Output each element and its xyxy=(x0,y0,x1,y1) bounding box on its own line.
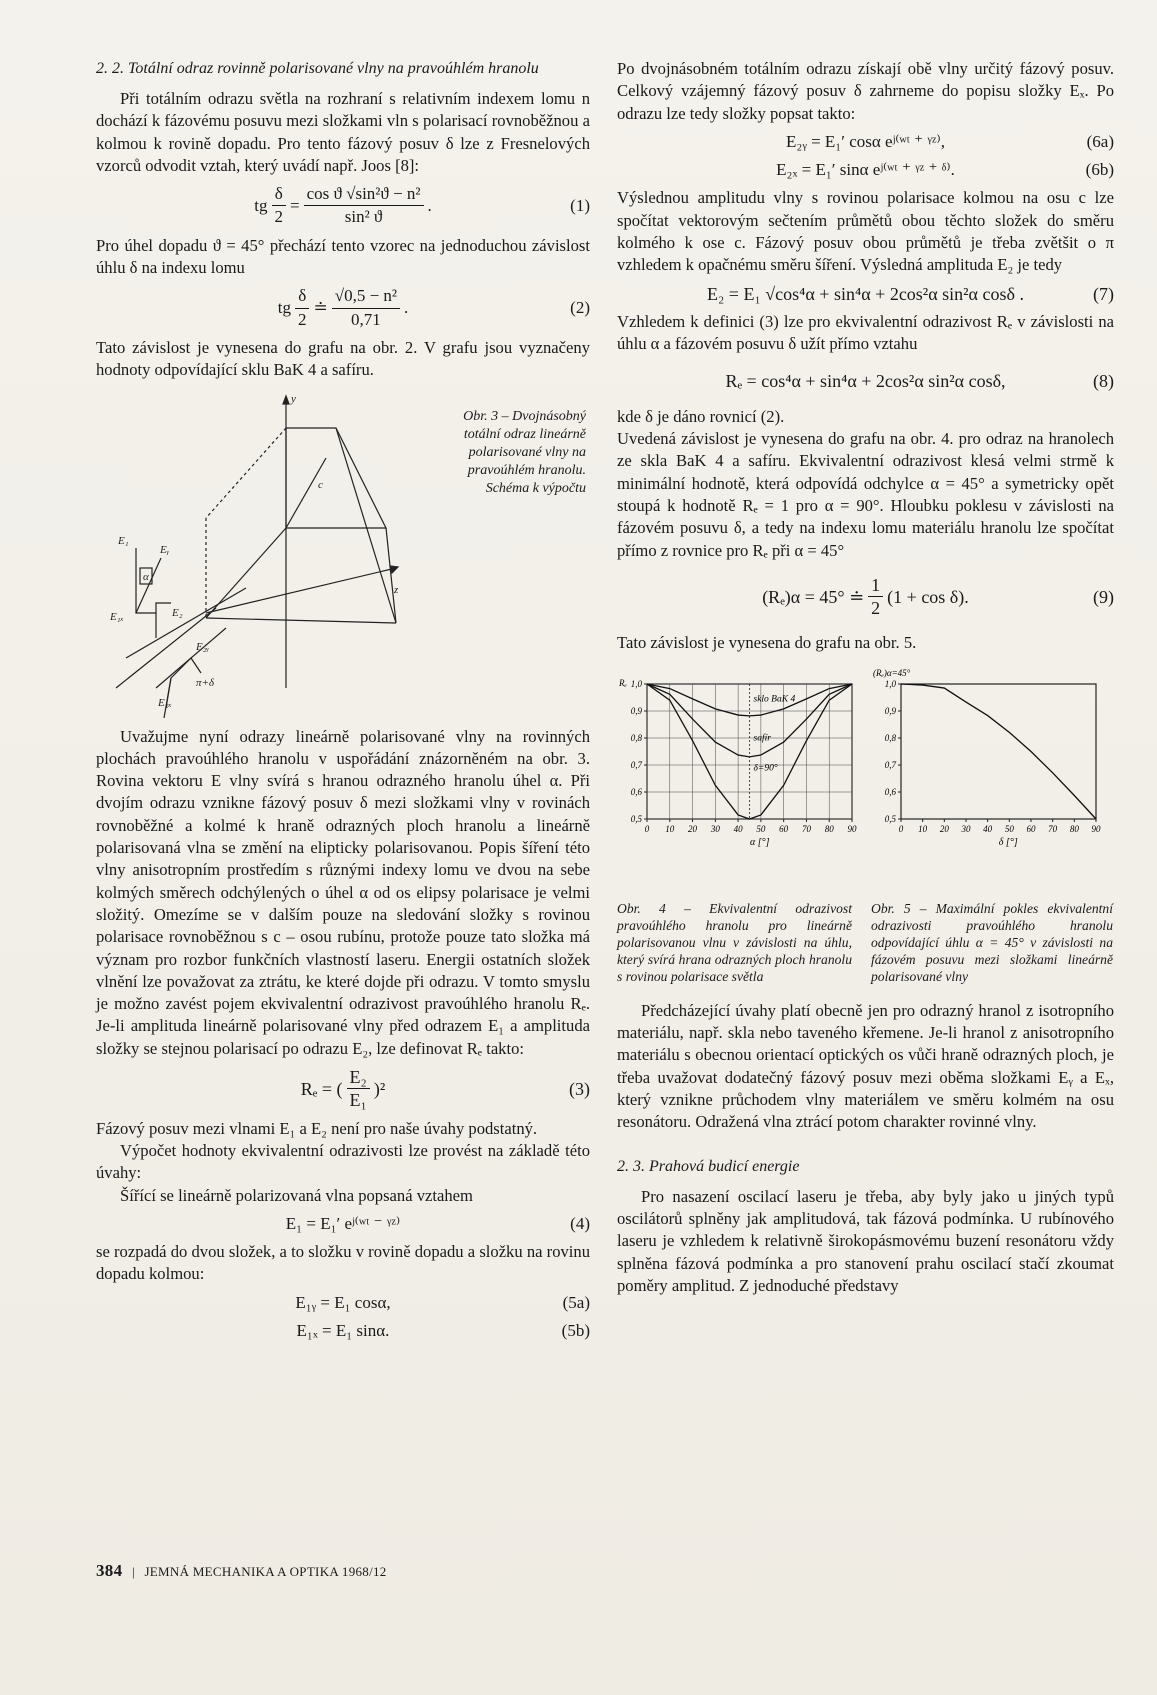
eq3-numerator: E₂ xyxy=(347,1066,370,1089)
paragraph: Po dvojnásobném totálním odrazu získají obě vlny určitý fázový posuv. Celkový vzájemný fázový posuv δ zahrneme do popisu složky Eₓ. Po odrazu lze tedy složky popsat takto: xyxy=(617,59,1114,123)
eq2-numerator: √0,5 − n² xyxy=(332,285,400,308)
y-axis-label: Rₑ xyxy=(619,677,627,688)
paragraph: Tato závislost je vynesena do grafu na obr. 5. xyxy=(617,632,917,652)
prism-face xyxy=(286,428,386,528)
x-tick-label: 90 xyxy=(1091,823,1101,834)
journal-name: JEMNÁ MECHANIKA A OPTIKA 1968/12 xyxy=(144,1564,387,1579)
equation-3 xyxy=(96,1066,590,1112)
paragraph: Výpočet hodnoty ekvivalentní odrazivosti lze provést na základě této úvahy: xyxy=(96,1140,590,1183)
label-e2x: E₂ₓ xyxy=(158,696,172,709)
eq9-rhs: (1 + cos δ). xyxy=(887,586,969,607)
eq8-number: (8) xyxy=(1093,370,1114,391)
eq6b-body: E₂ₓ = E₁′ sinα eʲ⁽ʷᵗ ⁺ ᵞᶻ ⁺ ᵟ⁾. xyxy=(776,160,955,180)
section-heading-2-3: 2. 3. Prahová budicí energie xyxy=(617,1157,800,1175)
figures-4-5 xyxy=(617,664,1114,896)
eq3-fraction xyxy=(347,1066,370,1112)
equation-2: tg $\frac{\delta}{2}$ ≐ $\frac{\text{√0,5 − n²}}{0,71}$ . (2) xyxy=(96,285,590,331)
eq1-number: (1) xyxy=(570,195,590,215)
eq4-body: E₁ = E₁′ eʲ⁽ʷᵗ ⁻ ᵞᶻ⁾ xyxy=(285,1213,401,1233)
y-axis-label: (Rₑ)α=45° xyxy=(873,667,911,678)
x-tick-label: 50 xyxy=(1004,823,1014,834)
eq1-half-delta xyxy=(271,183,286,229)
page-number: 384 xyxy=(96,1561,123,1580)
x-tick-label: 40 xyxy=(733,823,743,834)
equation-5a xyxy=(96,1292,590,1314)
page-footer xyxy=(96,1561,387,1581)
eq2-half-den: 2 xyxy=(297,309,307,329)
chart-annotation: δ=90° xyxy=(753,763,778,774)
x-tick-label: 0 xyxy=(644,823,650,834)
eq2-half-delta xyxy=(295,285,310,331)
z-axis-arrow xyxy=(390,566,398,573)
paragraph: Uvedená závislost je vynesena do grafu na obr. 4. pro odraz na hranolech ze skla BaK 4 a safíru. Ekvivalentní odrazivost klesá velmi strmě k minimální hodnotě, která odpovídá odchylce α = 45° a symetricky opět stoupá k hodnotě Rₑ = 1 pro α = 90°. Hloubku poklesu v závislosti na fázovém posuvu δ, a tedy na indexu lomu materiálu hranolu lze spočítat přímo z rovnice pro Rₑ při α = 45° xyxy=(617,429,1114,560)
x-tick-label: 80 xyxy=(824,823,834,834)
paragraph: Pro úhel dopadu ϑ = 45° přechází tento vzorec na jednoduchou závislost úhlu δ na indexu lomu xyxy=(96,235,590,278)
paragraph: Předcházející úvahy platí obecně jen pro odrazný hranol z isotropního materiálu, např. skla nebo taveného křemene. Je-li hranol z anisotropního materiálu s obecnou orientací optických os vůči hraně odrazných ploch, je třeba uvažovat dodatečný fázový posuv mezi oběma složkami Eᵧ a Eₓ, který vznikne průchodem vlny materiálem ve směru kolmém na osu resonátoru. Odražená vlna ztrácí potom charakter rovinné vlny. xyxy=(617,1000,1114,1132)
eq4-number: (4) xyxy=(570,1213,590,1233)
x-tick-label: 60 xyxy=(779,823,789,834)
plot-frame xyxy=(901,684,1096,819)
figure-3-caption: Obr. 3 – Dvojnásobný totální odraz lineárně polarisované vlny na pravoúhlém hranolu. Schéma k výpočtu xyxy=(463,408,586,496)
x-tick-label: 60 xyxy=(1026,823,1036,834)
c-axis-line xyxy=(286,458,326,528)
y-tick-label: 0,7 xyxy=(630,759,642,770)
chart-max-drop-vs-delta xyxy=(873,664,1113,854)
x-tick-label: 10 xyxy=(665,823,675,834)
label-z: z xyxy=(394,583,399,596)
label-c: c xyxy=(318,478,323,491)
label-e2: E₂ xyxy=(172,606,183,619)
eq7-body: E₂ = E₁ √cos⁴α + sin⁴α + 2cos²α sin²α cosδ . xyxy=(707,283,1024,304)
z-axis-line xyxy=(206,568,396,613)
equation-1: tg $\frac{\delta}{2}$ = $\frac{\text{cos ϑ √sin²ϑ − n²}}{\text{sin² ϑ}}$ . (1) xyxy=(96,183,590,229)
label-pi-delta: π+δ xyxy=(196,676,215,689)
eq9-fraction xyxy=(868,574,883,620)
paragraph: Vzhledem k definici (3) lze pro ekvivalentní odrazivost Rₑ v závislosti na úhlu α a fázovém posuvu δ užít přímo vztahu xyxy=(617,311,1114,354)
x-axis-label: δ [°] xyxy=(998,836,1018,848)
eq2-lhs: tg xyxy=(277,298,291,318)
y-tick-label: 0,7 xyxy=(884,759,896,770)
x-tick-label: 30 xyxy=(710,823,720,834)
eq8-body: Rₑ = cos⁴α + sin⁴α + 2cos²α sin²α cosδ, xyxy=(725,370,1006,391)
paragraph: se rozpadá do dvou složek, a to složku v rovině dopadu a složku na rovinu dopadu kolmou: xyxy=(96,1242,590,1284)
paragraph: Pro nasazení oscilací laseru je třeba, aby byly jako u jiných typů oscilátorů splněny jak amplitudová, tak fázová podmínka. U rubínového laseru je vzhledem k relativně širokopásmovému buzení resonátoru vždy splněna fázová podmínka a pro stanovení prahu oscilací stačí zkoumat poměry amplitud. Z jednoduché představy xyxy=(617,1186,1114,1295)
footer-separator: | xyxy=(131,1564,135,1579)
x-tick-label: 70 xyxy=(801,823,811,834)
x-tick-label: 20 xyxy=(688,823,698,834)
x-axis-label: α [°] xyxy=(749,836,770,848)
right-column xyxy=(617,58,1114,1297)
figure-4-caption: Obr. 4 – Ekvivalentní odrazivost pravoúhlého hranolu pro lineárně polarisovanou vlnu v závislosti na úhlu, který svírá hrana odrazných ploch hranolu s rovinou polarisace světla xyxy=(617,900,852,984)
eq3-lhs: Rₑ = ( xyxy=(300,1078,343,1099)
eq1-denominator: sin² ϑ xyxy=(344,207,383,227)
eq1-lhs: tg xyxy=(254,195,268,215)
label-alpha: α xyxy=(143,570,149,583)
eq9-lhs: (Rₑ)α = 45° ≐ xyxy=(762,586,865,607)
eq3-rhs: )² xyxy=(373,1078,386,1099)
paragraph: kde δ je dáno rovnicí (2). xyxy=(617,406,785,426)
eq6a-body: E₂ᵧ = E₁′ cosα eʲ⁽ʷᵗ ⁺ ᵞᶻ⁾, xyxy=(786,131,945,151)
figure-3 xyxy=(96,388,590,718)
paragraph: Při totálním odrazu světla na rozhraní s relativním indexem lomu n dochází k fázovému posuvu mezi složkami vln s polarisací rovnoběžnou a kolmou k rovině dopadu. Pro tento fázový posuv δ lze z Fresnelových vzorců odvodit vztah, který uvádí např. Joos [8]: xyxy=(96,89,590,175)
eq9-denominator: 2 xyxy=(871,598,881,619)
equation-7 xyxy=(617,283,1114,305)
paragraph: Uvažujme nyní odrazy lineárně polarisované vlny na rovinných plochách pravoúhlého hranolu v uspořádání znázorněném na obr. 3. Rovina vektoru E vlny svírá s hranou odrazného hranolu úhel α. Při dvojím odrazu vznikne fázový posuv δ mezi složkami vlny v rovinách rovnoběžné a kolmé k hraně odrazných ploch hranolu a lineárně polarisovaná vlna se změní na elipticky polarisovanou. Popis šíření této vlny anisotropním prostředím s různými indexy lomu ve dvou na sebe kolmých směrech odchýlených o úhel α od os elipsy polarisace je velmi složitý. Omezíme se v dalším pouze na sledování složky s rovinou polarisace rovnoběžnou s c – osou rubínu, protože pouze tato složka má význam pro rozbor funkčních vlastností laseru. Energii ostatních složek vlnění lze považovat za ztrátu, ke které dojde při odrazu. V tomto smyslu je možno zavést pojem ekvivalentní odrazivost pravoúhlého hranolu Rₑ. Je-li amplituda lineárně polarisované vlny před odrazem E₁ a amplituda složky se stejnou polarisací po odrazu E₂, lze definovat Rₑ takto: xyxy=(96,726,590,1058)
equation-6a xyxy=(617,131,1114,153)
eq1-half-den: 2 xyxy=(274,207,283,227)
x-tick-label: 70 xyxy=(1048,823,1058,834)
label-ey: Eᵧ xyxy=(160,543,170,556)
eq3-number: (3) xyxy=(569,1078,590,1099)
x-tick-label: 80 xyxy=(1069,823,1079,834)
y-tick-label: 0,9 xyxy=(884,705,896,716)
y-tick-label: 0,6 xyxy=(630,786,642,797)
hidden-edge xyxy=(206,428,286,518)
x-tick-label: 50 xyxy=(756,823,766,834)
label-e2y: E₂ᵧ xyxy=(196,640,210,653)
label-y: y xyxy=(291,392,296,405)
equation-8 xyxy=(617,370,1114,392)
x-tick-label: 40 xyxy=(983,823,993,834)
x-tick-label: 30 xyxy=(961,823,971,834)
eq6a-number: (6a) xyxy=(1086,131,1114,151)
x-tick-label: 90 xyxy=(847,823,857,834)
eq9-numerator: 1 xyxy=(868,574,883,597)
eq5a-body: E₁ᵧ = E₁ cosα, xyxy=(295,1292,391,1312)
y-tick-label: 0,8 xyxy=(630,732,642,743)
y-tick-label: 0,9 xyxy=(630,705,642,716)
eq1-numerator: cos ϑ √sin²ϑ − n² xyxy=(304,183,424,206)
eq5b-body: E₁ₓ = E₁ sinα. xyxy=(296,1320,390,1340)
label-e1x: E₁ₓ xyxy=(110,610,124,623)
y-tick-label: 1,0 xyxy=(630,678,642,689)
eq7-number: (7) xyxy=(1093,283,1114,304)
eq2-half-num: δ xyxy=(295,285,309,308)
e1-diagonal xyxy=(136,558,161,613)
prism-edge xyxy=(336,428,396,623)
chart-reflectivity-vs-alpha xyxy=(617,664,867,854)
figure-5-caption: Obr. 5 – Maximální pokles ekvivalentní odrazivosti pravoúhlého hranolu odpovídající úhlu α = 45° v závislosti na fázovém posuvu mezi složkami lineárně polarisované vlny xyxy=(871,900,1113,984)
equation-9 xyxy=(617,574,1114,620)
eq2-fraction xyxy=(332,285,400,331)
prism-edge xyxy=(206,618,396,623)
y-tick-label: 0,5 xyxy=(884,813,896,824)
equation-5b xyxy=(96,1320,590,1342)
chart-annotation: sklo BaK 4 xyxy=(753,694,796,705)
paragraph: Šířící se lineárně polarizovaná vlna popsaná vztahem xyxy=(120,1185,473,1205)
paragraph: Tato závislost je vynesena do grafu na obr. 2. V grafu jsou vyznačeny hodnoty odpovídající sklu BaK 4 a safíru. xyxy=(96,337,590,380)
y-tick-label: 1,0 xyxy=(884,678,896,689)
label-e1: E₁ xyxy=(118,534,129,547)
eq6b-number: (6b) xyxy=(1085,160,1114,180)
eq5b-number: (5b) xyxy=(561,1320,590,1340)
x-tick-label: 0 xyxy=(898,823,904,834)
chart-annotation: safír xyxy=(753,733,771,744)
left-column xyxy=(96,58,590,1348)
equation-4 xyxy=(96,1213,590,1235)
figure-captions xyxy=(617,900,1114,1000)
eq2-number: (2) xyxy=(570,298,590,318)
ray xyxy=(126,588,246,658)
eq1-fraction xyxy=(304,183,424,229)
section-heading-2-2: 2. 2. Totální odraz rovinně polarisované vlny na pravoúhlém hranolu xyxy=(96,60,539,77)
eq5a-number: (5a) xyxy=(562,1292,590,1312)
series-line xyxy=(901,684,1096,819)
y-axis-arrow xyxy=(283,396,289,404)
paragraph: Fázový posuv mezi vlnami E₁ a E₂ není pro naše úvahy podstatný. xyxy=(96,1118,538,1138)
paragraph: Výslednou amplitudu vlny s rovinou polarisace kolmou na osu c lze spočítat vektorovým sečtením průmětů obou těchto složek do směru kolmého k ose c. Fázový posuv obou průmětů je třeba zvětšit o π vzhledem k opačnému směru šíření. Výsledná amplituda E₂ je tedy xyxy=(617,188,1114,275)
eq2-denominator: 0,71 xyxy=(350,309,381,329)
eq1-half-num: δ xyxy=(272,183,286,206)
equation-6b xyxy=(617,159,1114,181)
y-tick-label: 0,6 xyxy=(884,786,896,797)
eq9-number: (9) xyxy=(1093,586,1114,607)
y-tick-label: 0,5 xyxy=(630,813,642,824)
x-tick-label: 20 xyxy=(939,823,949,834)
eq3-denominator: E₁ xyxy=(349,1090,367,1111)
x-tick-label: 10 xyxy=(918,823,928,834)
y-tick-label: 0,8 xyxy=(884,732,896,743)
